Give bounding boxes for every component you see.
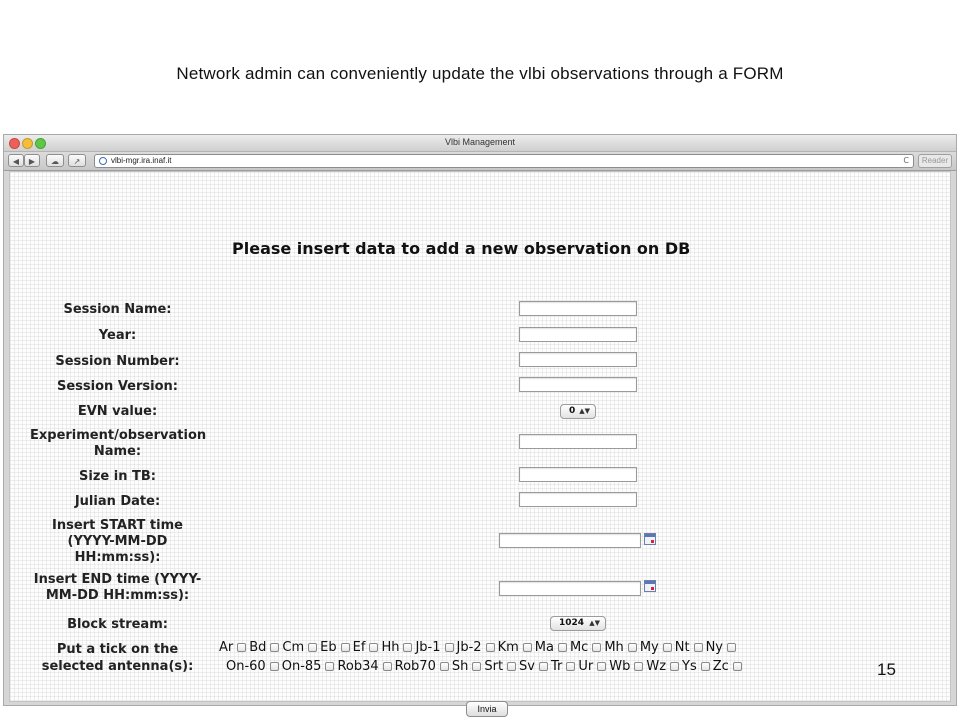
antenna-option (320, 640, 349, 655)
size-tb-input[interactable] (519, 467, 637, 482)
share-button[interactable] (68, 154, 86, 167)
submit-button[interactable]: Invia (466, 701, 508, 717)
antenna-label: Zc (712, 659, 729, 674)
antenna-option (395, 659, 449, 674)
antenna-label: Rob70 (394, 659, 436, 674)
antenna-checkbox[interactable] (308, 643, 317, 652)
browser-toolbar (4, 152, 956, 171)
antenna-checkbox[interactable] (523, 643, 532, 652)
cloud-icon: ☁ (51, 157, 59, 166)
antenna-checkbox[interactable] (270, 643, 279, 652)
antenna-row-2 (226, 659, 745, 674)
window-title: Vlbi Management (444, 137, 516, 147)
antenna-label-line2: selected antenna(s): (41, 659, 194, 674)
antenna-label: Hh (381, 640, 400, 655)
antenna-option (282, 640, 317, 655)
antenna-checkbox[interactable] (733, 662, 742, 671)
antenna-option (551, 659, 575, 674)
end-time-label-line1: Insert END time (YYYY- (33, 572, 202, 587)
address-bar[interactable] (94, 154, 914, 168)
size-tb-label: Size in TB: (79, 469, 156, 484)
form-heading: Please insert data to add a new observation on DB (232, 239, 691, 258)
antenna-checkbox[interactable] (486, 643, 495, 652)
antenna-option (219, 640, 246, 655)
antenna-label: Bd (249, 640, 267, 655)
antenna-option (535, 640, 567, 655)
antenna-label: Ar (219, 640, 234, 655)
antenna-label: Srt (484, 659, 504, 674)
session-number-input[interactable] (519, 352, 637, 367)
antenna-label: On-85 (281, 659, 322, 674)
antenna-option (519, 659, 548, 674)
antenna-option (282, 659, 335, 674)
antenna-label: Sh (451, 659, 469, 674)
antenna-checkbox[interactable] (403, 643, 412, 652)
antenna-label: Wz (646, 659, 667, 674)
back-icon: ◀ (12, 157, 20, 166)
antenna-option (640, 640, 672, 655)
antenna-label: Eb (320, 640, 337, 655)
antenna-label: Ys (682, 659, 697, 674)
antenna-label: Tr (551, 659, 563, 674)
antenna-label: Rob34 (337, 659, 379, 674)
antenna-option (452, 659, 482, 674)
antenna-checkbox[interactable] (566, 662, 575, 671)
session-version-label: Session Version: (57, 379, 178, 394)
block-stream-label: Block stream: (67, 617, 168, 632)
antenna-checkbox[interactable] (592, 643, 601, 652)
year-label: Year: (98, 328, 137, 343)
calendar-icon[interactable] (644, 533, 656, 545)
antenna-checkbox[interactable] (701, 662, 710, 671)
experiment-name-input[interactable] (519, 434, 637, 449)
antenna-checkbox[interactable] (597, 662, 606, 671)
julian-date-label: Julian Date: (74, 494, 161, 509)
antenna-option (498, 640, 532, 655)
start-time-input[interactable] (499, 533, 641, 548)
antenna-checkbox[interactable] (507, 662, 516, 671)
antenna-label: On-60 (226, 659, 266, 674)
share-icon: ↗ (73, 157, 81, 166)
antenna-option (646, 659, 679, 674)
stepper-arrows-icon: ▲▼ (579, 407, 590, 415)
antenna-checkbox[interactable] (558, 643, 567, 652)
antenna-option (682, 659, 710, 674)
antenna-checkbox[interactable] (440, 662, 449, 671)
icloud-tabs-button[interactable] (46, 154, 64, 167)
antenna-label: Km (497, 640, 519, 655)
antenna-option (484, 659, 516, 674)
antenna-checkbox[interactable] (369, 643, 378, 652)
block-stream-selected: 1024 (559, 618, 585, 628)
reader-button[interactable]: Reader (918, 154, 952, 168)
antenna-option (353, 640, 379, 655)
forward-button[interactable] (24, 154, 40, 167)
antenna-option (457, 640, 495, 655)
antenna-checkbox[interactable] (694, 643, 703, 652)
antenna-option (415, 640, 453, 655)
antenna-option (609, 659, 643, 674)
reload-icon[interactable]: C (903, 156, 909, 165)
antenna-label: Ef (352, 640, 366, 655)
experiment-name-label-line2: Name: (93, 444, 142, 459)
start-time-label-line1: Insert START time (52, 518, 183, 533)
evn-value-label: EVN value: (77, 404, 158, 419)
antenna-label: Mc (569, 640, 589, 655)
antenna-checkbox[interactable] (325, 662, 334, 671)
experiment-name-label-line1: Experiment/observation (30, 428, 207, 443)
antenna-checkbox[interactable] (670, 662, 679, 671)
antenna-option (706, 640, 736, 655)
page-number: 15 (877, 660, 896, 679)
stepper-arrows-icon: ▲▼ (589, 619, 600, 627)
antenna-checkbox[interactable] (628, 643, 637, 652)
antenna-checkbox[interactable] (237, 643, 246, 652)
antenna-option (675, 640, 703, 655)
end-time-input[interactable] (499, 581, 641, 596)
back-button[interactable] (8, 154, 24, 167)
antenna-option (226, 659, 279, 674)
antenna-checkbox[interactable] (472, 662, 481, 671)
antenna-label: Sv (519, 659, 535, 674)
slide-caption: Network admin can conveniently update the vlbi observations through a FORM (176, 64, 784, 83)
antenna-checkbox[interactable] (341, 643, 350, 652)
antenna-checkbox[interactable] (445, 643, 454, 652)
evn-value-select[interactable] (560, 404, 596, 419)
evn-value-selected: 0 (569, 406, 576, 416)
page-content (9, 171, 951, 714)
antenna-option (337, 659, 391, 674)
antenna-checkbox[interactable] (539, 662, 548, 671)
julian-date-input[interactable] (519, 492, 637, 507)
block-stream-select[interactable] (550, 616, 606, 631)
antenna-checkbox[interactable] (634, 662, 643, 671)
session-name-label: Session Name: (63, 302, 172, 317)
antenna-label: My (639, 640, 659, 655)
globe-icon (99, 157, 107, 165)
antenna-label: Cm (282, 640, 305, 655)
start-time-label-line3: HH:mm:ss): (74, 550, 161, 565)
antenna-checkbox[interactable] (663, 643, 672, 652)
antenna-option (713, 659, 742, 674)
antenna-label: Ur (578, 659, 594, 674)
antenna-label: Jb-1 (415, 640, 441, 655)
calendar-icon[interactable] (644, 580, 656, 592)
forward-icon: ▶ (28, 157, 36, 166)
start-time-label-line2: (YYYY-MM-DD (67, 534, 168, 549)
antenna-label: Ma (534, 640, 554, 655)
antenna-option (381, 640, 412, 655)
session-number-label: Session Number: (55, 354, 180, 369)
end-time-label-line2: MM-DD HH:mm:ss): (45, 588, 190, 603)
antenna-checkbox[interactable] (383, 662, 392, 671)
antenna-option (578, 659, 606, 674)
antenna-option (570, 640, 601, 655)
session-version-input[interactable] (519, 377, 637, 392)
antenna-label: Jb-2 (456, 640, 482, 655)
title-bar (4, 135, 956, 152)
session-name-input[interactable] (519, 301, 637, 316)
browser-window (3, 134, 957, 714)
antenna-option (604, 640, 636, 655)
antenna-label: Ny (705, 640, 723, 655)
antenna-label: Mh (604, 640, 624, 655)
antenna-row-1 (219, 640, 739, 655)
antenna-option (249, 640, 279, 655)
antenna-checkbox[interactable] (270, 662, 279, 671)
antenna-checkbox[interactable] (727, 643, 736, 652)
antenna-label: Wb (609, 659, 631, 674)
url-text: vlbi-mgr.ira.inaf.it (111, 156, 172, 165)
antenna-label-line1: Put a tick on the (56, 642, 179, 657)
antenna-label: Nt (674, 640, 690, 655)
year-input[interactable] (519, 327, 637, 342)
